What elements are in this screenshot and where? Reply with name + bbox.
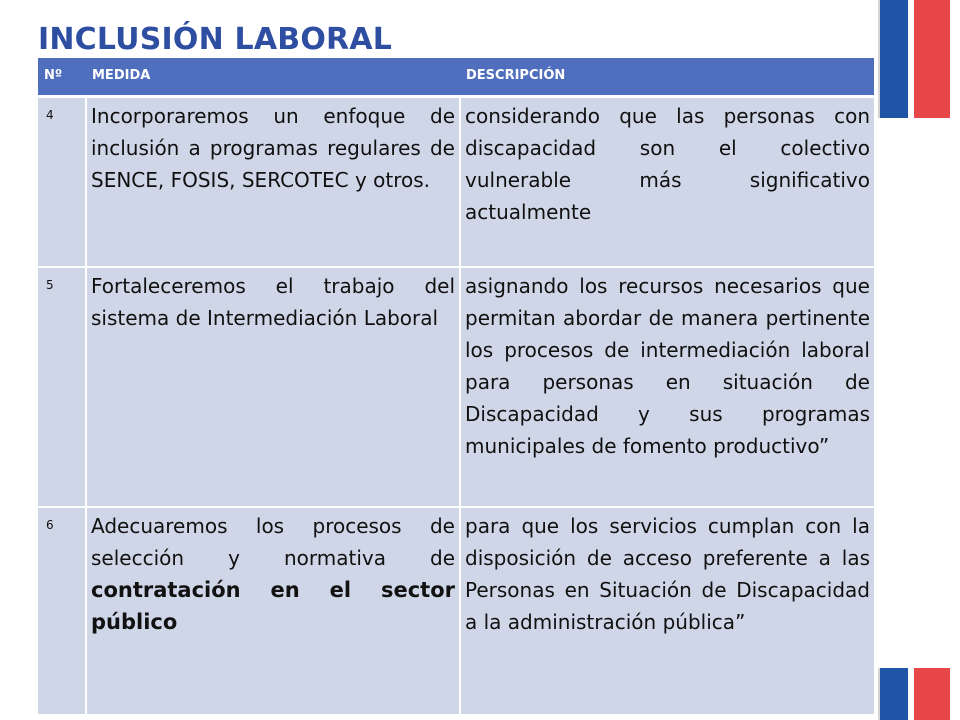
- row-measure: [86, 507, 460, 714]
- row-description: asignando los recursos necesarios que permitan abordar de manera pertinente los procesos de intermediación laboral para personas en situación de Discapacidad y sus programas municipales de fomento productivo”: [460, 267, 874, 507]
- header-number: Nº: [38, 58, 86, 96]
- table-header-row: [38, 58, 874, 96]
- row-measure-emphasis: contratación en el sector público: [91, 577, 455, 634]
- chile-flag-decoration-top: [880, 0, 950, 118]
- row-measure: Fortaleceremos el trabajo del sistema de Intermediación Laboral: [86, 267, 460, 507]
- row-description: considerando que las personas con discapacidad son el colectivo vulnerable más significativo actualmente: [460, 96, 874, 267]
- row-measure: Incorporaremos un enfoque de inclusión a programas regulares de SENCE, FOSIS, SERCOTEC y otros.: [86, 96, 460, 267]
- row-measure-plain: Adecuaremos los procesos de selección y normativa de: [91, 513, 455, 570]
- measures-table-container: [38, 58, 874, 714]
- header-description: DESCRIPCIÓN: [460, 58, 874, 96]
- row-number: 6: [38, 507, 86, 714]
- page-title: INCLUSIÓN LABORAL: [38, 22, 393, 57]
- chile-flag-decoration-bottom: [880, 668, 950, 720]
- table-row: [38, 267, 874, 507]
- table-row: [38, 507, 874, 714]
- row-number: 5: [38, 267, 86, 507]
- row-number: 4: [38, 96, 86, 267]
- measures-table: [38, 58, 874, 714]
- row-description: para que los servicios cumplan con la disposición de acceso preferente a las Personas en Situación de Discapacidad a la administración pública”: [460, 507, 874, 714]
- table-row: [38, 96, 874, 267]
- header-measure: MEDIDA: [86, 58, 460, 96]
